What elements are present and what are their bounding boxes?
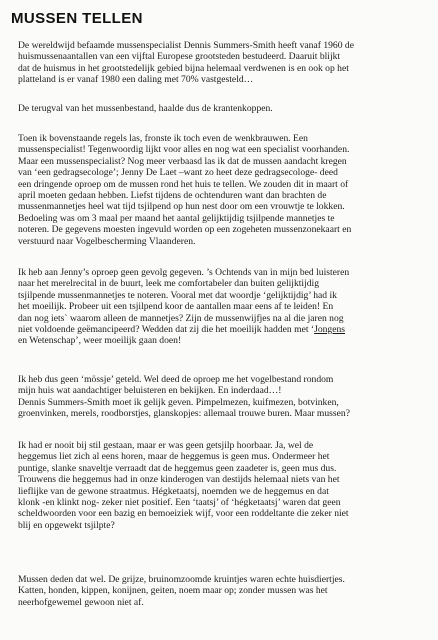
paragraph-1: [18, 40, 428, 86]
text-line: klonk -en klinkt nog- zeker niet positief. Een ‘taatsj’ of ‘hégketaatsj’ waren dat geen: [18, 497, 341, 509]
text-line: puntige, slanke snaveltje verraadt dat de heggemus geen zaadeter is, geen mus dus.: [18, 462, 337, 474]
text-line: Trouwens die heggemus had in onze kinderogen van destijds helemaal niets van het: [18, 474, 340, 486]
text-line: en Wetenschap’, weer moeilijk gaan doen!: [18, 335, 182, 347]
text-line: van ‘een gedragsecologe’; Jenny De Laet –want zo heet deze gedragsecologe- deed: [18, 167, 338, 179]
text-line: Ik heb dus geen ‘mössje’ geteld. Wel deed de oproep me het vogelbestand rondom: [18, 374, 334, 385]
text-line: blij en opgewekt tsjilpte?: [18, 519, 115, 531]
text-line: mussenmannetjes heel wat tijd tsjilpend op hun nest door om een vrouwtje te lokken.: [18, 201, 345, 213]
underlined-word: Jongens: [314, 324, 346, 336]
text-line: Ik heb aan Jenny’s oproep geen gevolg gegeven. ’s Ochtends van in mijn bed luisteren: [18, 267, 350, 278]
text-line: De terugval van het mussenbestand, haalde dus de krantenkoppen.: [18, 103, 273, 114]
paragraph-7: [18, 574, 428, 608]
text-line: Ik had er nooit bij stil gestaan, maar er was geen getsjilp hoorbaar. Ja, wel de: [18, 440, 314, 451]
text-line: huismussenaantallen van een vijftal Europese grootsteden bestudeerd. Daaruit blijkt: [18, 51, 341, 63]
text-line: scheldwoorden voor een bazig en bemoeiziek wijf, voor een roddeltante die zeker niet: [18, 508, 349, 520]
text-line: neerhofgewemel gewoon niet af.: [18, 596, 144, 608]
text-line: Maar een mussenspecialist? Nog meer verbaasd las ik dat de mussen aandacht kregen: [18, 155, 347, 167]
paragraph-5: [18, 374, 428, 420]
text-line: Toen ik bovenstaande regels las, fronste ik toch even de wenkbrauwen. Een: [18, 133, 308, 144]
text-line: tsjilpende mussenmannetjes te noteren. Vooral met dat woordje ‘gelijktijdig’ had ik: [18, 289, 337, 301]
text-line: verstuurd naar Vogelbescherming Vlaanderen.: [18, 235, 196, 247]
paragraph-4: [18, 267, 428, 347]
text-fragment: niet voldoende geëmancipeerd? Wedden dat zij die het moeilijk hadden met ‘: [18, 324, 315, 336]
text-line: dat de huismus in het grootstedelijk gebied bijna helemaal verdwenen is en ook op het: [18, 62, 349, 74]
text-line: Dennis Summers-Smith moet ik gelijk geven. Pimpelmezen, kuifmezen, botvinken,: [18, 396, 339, 408]
paragraph-6: [18, 440, 428, 531]
text-line: heggemus liet zich al eens horen, maar de heggemus is geen mus. Ondermeer het: [18, 451, 330, 463]
text-line: Katten, honden, kippen, konijnen, geiten, noem maar op; zonder mussen was het: [18, 585, 328, 597]
paragraph-3: [18, 133, 428, 247]
article-title: MUSSEN TELLEN: [11, 10, 143, 27]
text-line: dan nog iets` waarom alleen de mannetjes? Zijn de mussenwijfjes na al die jaren nog: [18, 312, 344, 324]
text-line: naar het merelrecital in de buurt, leek me comfortabeler dan buiten gelijktijdig: [18, 278, 320, 290]
text-line: [18, 324, 428, 335]
text-line: Mussen deden dat wel. De grijze, bruinomzoomde kruintjes waren echte huisdiertjes.: [18, 574, 345, 585]
text-line: mijn huis wat aandachtiger beluisteren en bekijken. En inderdaad…!: [18, 385, 282, 397]
text-line: mussenspecialist! Tegenwoordig lijkt voor alles en nog wat een specialist voorhanden.: [18, 144, 350, 156]
paragraph-2: [18, 103, 428, 114]
text-line: De wereldwijd befaamde mussenspecialist Dennis Summers-Smith heeft vanaf 1960 de: [18, 40, 354, 51]
text-line: een dringende oproep om de mussen rond het huis te tellen. We zouden dit in maart of: [18, 178, 349, 190]
text-line: noteren. De gegevens moesten ingevuld worden op een zogeheten mussenzonekaart en: [18, 224, 352, 236]
text-line: groenvinken, merels, roodborstjes, glanskopjes: allemaal trouwe buren. Maar mussen?: [18, 408, 350, 420]
text-line: april moeten gedaan hebben. Liefst tijdens de ochtenduren want dan brachten de: [18, 190, 327, 202]
text-line: het moeilijk. Probeer uit een tsjilpend koor de aantallen maar eens af te leiden! En: [18, 301, 334, 313]
text-line: Bedoeling was om 3 maal per maand het aantal gelijktijdig tsjilpende mannetjes te: [18, 212, 335, 224]
text-line: platteland is er vanaf 1980 een daling met 70% vastgesteld…: [18, 74, 254, 86]
text-line: lieflijke van de gewone straatmus. Hégketaatsj, noemden we de heggemus en dat: [18, 485, 329, 497]
